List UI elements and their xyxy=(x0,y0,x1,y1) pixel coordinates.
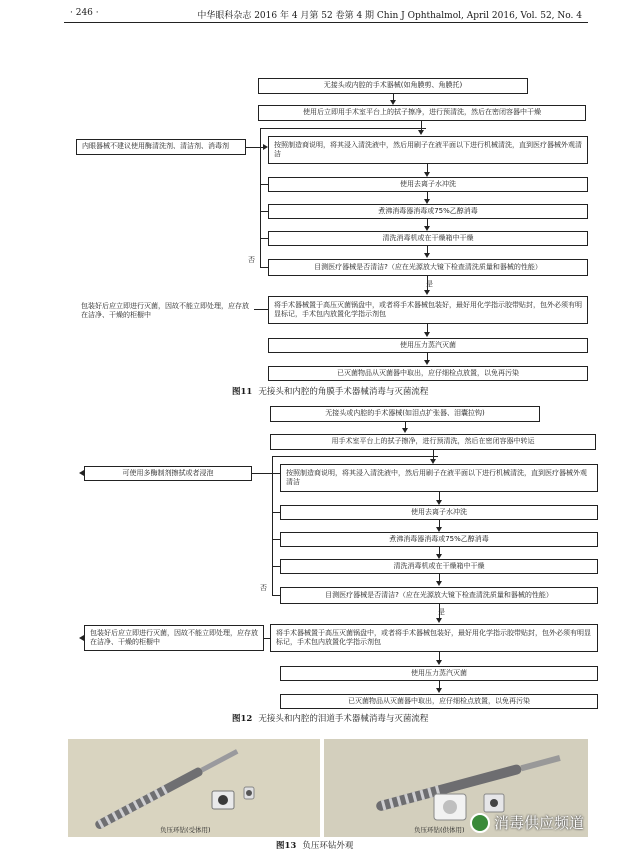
fig13-caption xyxy=(276,839,353,851)
fig12-arrowhead-6 xyxy=(436,581,442,586)
fig11-arrowhead-9 xyxy=(424,360,430,365)
watermark xyxy=(470,812,584,833)
fig11-side-note-1: 内眼器械不建议使用酶清洗剂、清洁剂、消毒剂 xyxy=(76,139,246,155)
fig12-loop-tick-2 xyxy=(272,539,280,540)
fig12-loop-tick-1 xyxy=(272,512,280,513)
fig13-caption-label: 图13 xyxy=(276,841,297,851)
fig11-side-arrowhead-1 xyxy=(263,144,268,150)
fig12-side-arrowhead-1 xyxy=(79,470,84,476)
fig12-step-5: 煮沸消毒器消毒或75%乙醇消毒 xyxy=(280,532,598,547)
fig12-yes-label: 是 xyxy=(438,608,445,616)
fig11-arrow-6 xyxy=(427,246,428,253)
fig12-no-label: 否 xyxy=(260,584,267,592)
photo-left xyxy=(68,739,320,837)
page-number: · 246 · xyxy=(70,8,99,18)
fig12-decision: 目测医疗器械是否清洁?（应在光源放大镜下检查清洗质量和器械的性能） xyxy=(280,587,598,604)
fig12-side-connector-1 xyxy=(252,473,280,474)
fig11-step-8: 将手术器械置于高压灭菌锅盘中，或者将手术器械包装好，最好用化学指示胶带贴封，包外必须有明显标记，手术包内放置化学指示剂包 xyxy=(268,296,588,324)
fig11-decision: 目测医疗器械是否清洁?（应在光源放大镜下检查清洗质量和器械的性能） xyxy=(268,259,588,276)
figure-13-photos xyxy=(68,739,588,837)
fig11-arrowhead-8 xyxy=(424,332,430,337)
fig12-step-9: 使用压力蒸汽灭菌 xyxy=(280,666,598,681)
fig11-arrow-4 xyxy=(427,192,428,199)
fig12-arrowhead-8 xyxy=(436,660,442,665)
fig11-caption-text: 无接头和内腔的角膜手术器械消毒与灭菌流程 xyxy=(258,387,429,397)
fig11-step-1: 无接头或内腔的手术器械(如角膜剪、角膜托) xyxy=(258,78,528,94)
fig12-side-connector-2 xyxy=(264,638,270,639)
fig11-step-2: 使用后立即用手术室平台上的拭子擦净，进行预清洗，然后在密闭容器中干燥 xyxy=(258,105,586,121)
fig12-arrow-2 xyxy=(433,450,434,459)
fig11-arrow-3 xyxy=(427,164,428,172)
fig12-arrow-6 xyxy=(439,574,440,581)
fig12-arrow-8 xyxy=(439,652,440,660)
fig11-side-note-2: 包装好后应立即进行灭菌，因故不能立即处理，应存放在洁净、干燥的柜橱中 xyxy=(81,301,249,319)
fig11-loop-top xyxy=(260,128,426,129)
fig11-arrowhead-6 xyxy=(424,253,430,258)
fig11-loop-tick-3 xyxy=(260,238,268,239)
fig11-caption xyxy=(232,385,428,397)
fig11-loop-tick-1 xyxy=(260,184,268,185)
fig12-side-arrowhead-2 xyxy=(79,635,84,641)
fig11-arrow-8 xyxy=(427,324,428,332)
fig12-step-3: 按照制造商说明，将其浸入清洗液中，然后用刷子在液平面以下进行机械清洗，直到医疗器械外观清洁 xyxy=(280,464,598,492)
fig12-caption xyxy=(232,712,428,724)
fig12-arrow-9 xyxy=(439,681,440,688)
page-header xyxy=(0,0,640,22)
fig12-loop-tick-3 xyxy=(272,566,280,567)
fig11-step-9: 使用压力蒸汽灭菌 xyxy=(268,338,588,353)
fig12-side-note-1: 可使用多酶制剂擦拭或者浸泡 xyxy=(84,466,252,481)
fig11-step-4: 使用去离子水冲洗 xyxy=(268,177,588,192)
fig11-caption-label: 图11 xyxy=(232,387,253,397)
fig11-step-3: 按照制造商说明，将其浸入清洗液中，然后用刷子在液平面以下进行机械清洗，直到医疗器械外观清洁 xyxy=(268,136,588,164)
journal-info: 中华眼科杂志 2016 年 4 月第 52 卷第 4 期 Chin J Ophthalmol, April 2016, Vol. 52, No. 4 xyxy=(197,11,582,21)
fig11-arrow-9 xyxy=(427,353,428,360)
fig12-step-8: 将手术器械置于高压灭菌锅盘中，或者将手术器械包装好，最好用化学指示胶带贴封，包外必须有明显标记，手术包内放置化学指示剂包 xyxy=(270,624,598,652)
fig11-loop-tick-2 xyxy=(260,211,268,212)
header-rule xyxy=(64,22,588,23)
fig12-step-4: 使用去离子水冲洗 xyxy=(280,505,598,520)
fig11-yes-label: 是 xyxy=(426,280,433,288)
fig11-step-6: 清洗消毒机或在干燥箱中干燥 xyxy=(268,231,588,246)
fig12-arrow-5 xyxy=(439,547,440,554)
fig12-arrow-3 xyxy=(439,492,440,500)
fig13-caption-text: 负压环钻外观 xyxy=(302,841,354,851)
wechat-logo-icon xyxy=(470,813,490,833)
photo-right-caption: 负压环钻(供体用) xyxy=(414,826,465,834)
fig12-step-10: 已灭菌物品从灭菌器中取出，应仔细检点放置，以免再污染 xyxy=(280,694,598,709)
fig12-step-1: 无接头或内腔的手术器械(如泪点扩张器、泪囊拉钩) xyxy=(270,406,540,422)
fig11-loop-out xyxy=(260,267,268,268)
fig12-step-6: 清洗消毒机或在干燥箱中干燥 xyxy=(280,559,598,574)
fig12-caption-text: 无接头和内腔的泪道手术器械消毒与灭菌流程 xyxy=(258,714,429,724)
fig12-arrowhead-9 xyxy=(436,688,442,693)
trephine-recipient-image xyxy=(68,739,320,837)
fig12-arrow-7 xyxy=(439,604,440,618)
photo-right xyxy=(324,739,588,837)
fig12-step-2: 用手术室平台上的拭子擦净，进行预清洗，然后在密闭容器中转运 xyxy=(270,434,596,450)
fig12-arrow-4 xyxy=(439,520,440,527)
fig11-side-connector-2 xyxy=(254,309,268,310)
fig11-arrow-5 xyxy=(427,219,428,226)
fig12-side-note-2: 包装好后应立即进行灭菌，因故不能立即处理，应存放在洁净、干燥的柜橱中 xyxy=(84,625,264,651)
fig11-no-label: 否 xyxy=(248,256,255,264)
fig12-arrowhead-7 xyxy=(436,618,442,623)
fig11-step-10: 已灭菌物品从灭菌器中取出，应仔细检点放置，以免再污染 xyxy=(268,366,588,381)
fig12-loop-top xyxy=(272,456,438,457)
fig11-side-connector-1 xyxy=(246,147,263,148)
fig11-arrowhead-7 xyxy=(424,290,430,295)
fig11-arrowhead-2 xyxy=(418,130,424,135)
photo-left-caption: 负压环钻(受体用) xyxy=(160,826,211,834)
fig11-arrow-7 xyxy=(427,276,428,290)
fig12-arrowhead-1 xyxy=(402,428,408,433)
fig12-loop-up xyxy=(272,456,273,595)
fig12-caption-label: 图12 xyxy=(232,714,253,724)
fig12-loop-out xyxy=(272,595,280,596)
fig11-loop-up xyxy=(260,128,261,267)
fig11-step-5: 煮沸消毒器消毒或75%乙醇消毒 xyxy=(268,204,588,219)
watermark-text: 消毒供应频道 xyxy=(493,814,584,832)
